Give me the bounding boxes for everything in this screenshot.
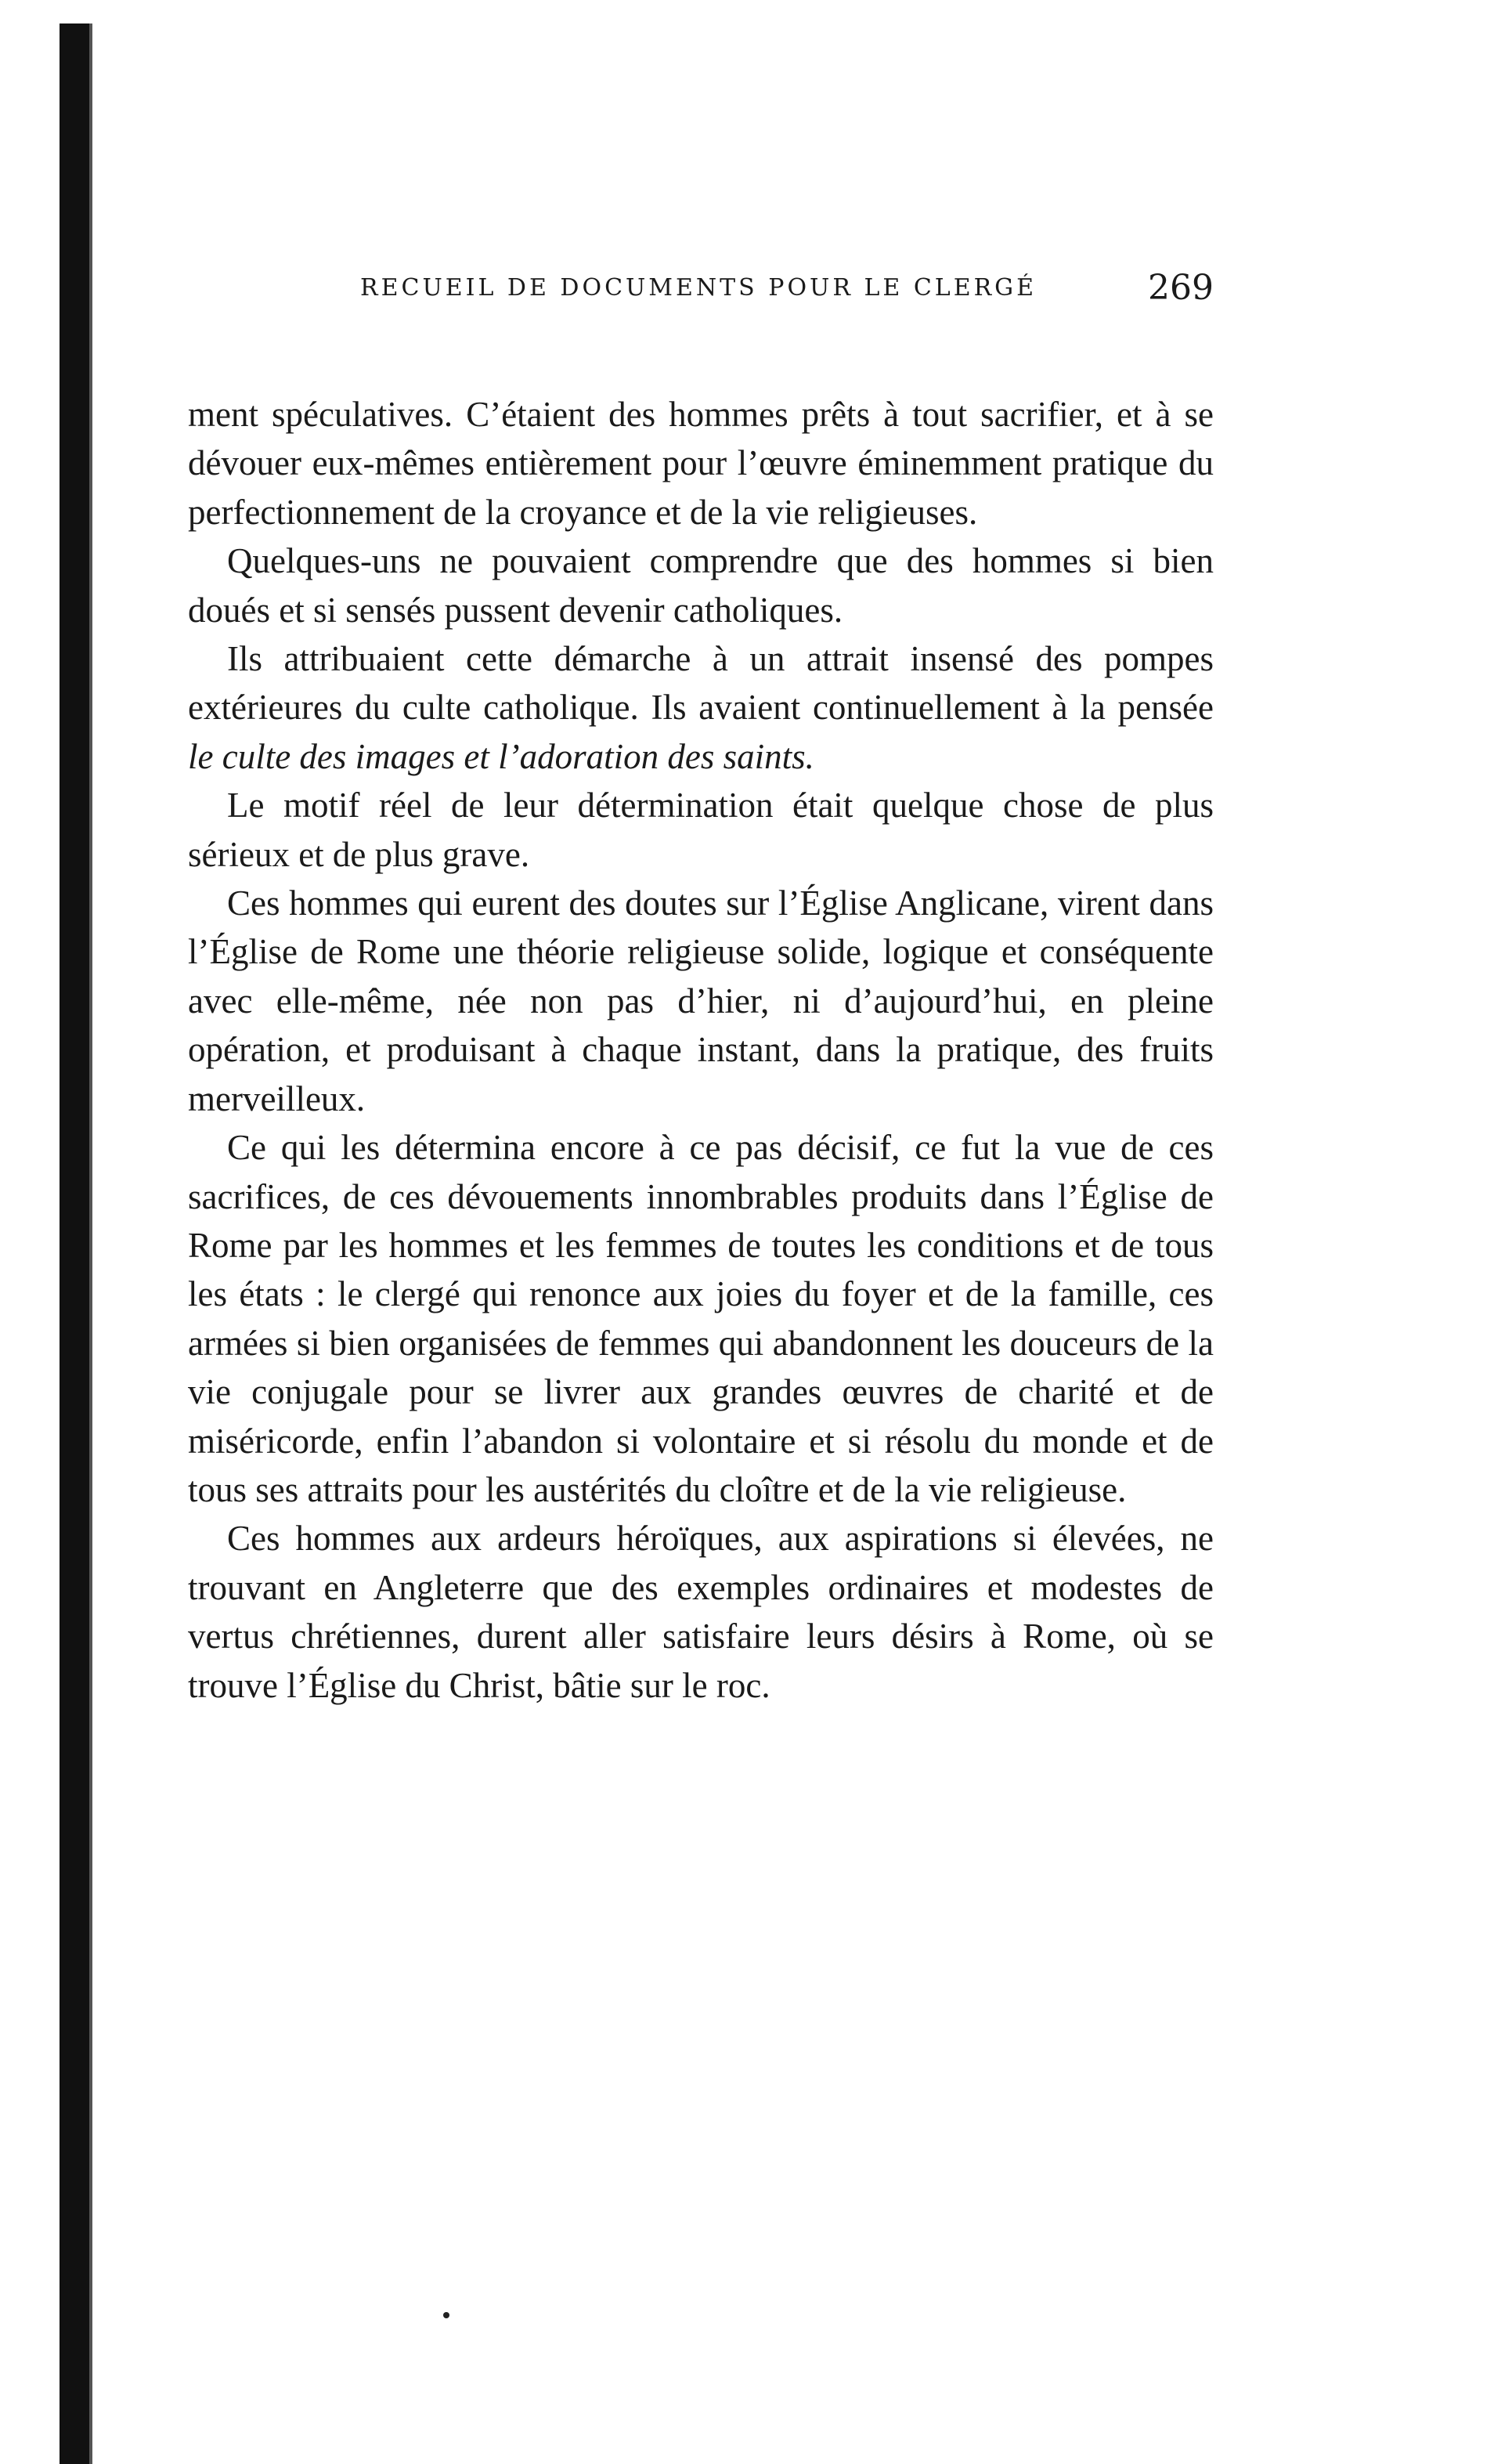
paragraph-6: Ce qui les détermina encore à ce pas décisif, ce fut la vue de ces sacrifices, de ces dévouements innombrables produits dans l’Église de Rome par les hommes et les femmes de toutes les conditions et de tous les états : le clergé qui renonce aux joies du foyer et de la famille, ces armées si bien organisées de femmes qui abandonnent les douceurs de la vie conjugale pour se livrer aux grandes œuvres de charité et de miséricorde, enfin l’abandon si volontaire et si résolu du monde et de tous ses attraits pour les austérités du cloître et de la vie religieuse. xyxy=(188,1128,1214,1509)
paragraph-3-italic: le culte des images et l’adoration des saints. xyxy=(188,736,814,776)
page-number: 269 xyxy=(1148,268,1214,308)
book-spine-edge xyxy=(89,23,92,2464)
stray-dot-mark xyxy=(443,2312,449,2318)
paragraph-4: Le motif réel de leur détermination était quelque chose de plus sérieux et de plus grave. xyxy=(188,786,1214,874)
paragraph-5: Ces hommes qui eurent des doutes sur l’Église Anglicane, virent dans l’Église de Rome une théorie religieuse solide, logique et conséquente avec elle-même, née non pas d’hier, ni d’aujourd’hui, en pleine opération, et produisant à chaque instant, dans la pratique, des fruits merveilleux. xyxy=(188,883,1214,1118)
paragraph-3 xyxy=(188,634,1214,781)
paragraph-1: ment spéculatives. C’étaient des hommes prêts à tout sacrifier, et à se dévouer eux-mêmes entièrement pour l’œuvre éminemment pratique du perfectionnement de la croyance et de la vie religieuses. xyxy=(188,395,1214,532)
running-title: RECUEIL DE DOCUMENTS POUR LE CLERGÉ xyxy=(360,274,1037,302)
paragraph-7: Ces hommes aux ardeurs héroïques, aux aspirations si élevées, ne trouvant en Angleterre que des exemples ordinaires et modestes de vertus chrétiennes, durent aller satisfaire leurs désirs à Rome, où se trouve l’Église du Christ, bâtie sur le roc. xyxy=(188,1519,1214,1705)
book-spine-shadow xyxy=(60,23,89,2464)
body-text xyxy=(188,390,1214,1710)
paragraph-3-text: Ils attribuaient cette démarche à un attrait insensé des pompes extérieures du culte catholique. Ils avaient continuellement à la pensée xyxy=(188,639,1214,728)
paragraph-2: Quelques-uns ne pouvaient comprendre que des hommes si bien doués et si sensés pussent devenir catholiques. xyxy=(188,541,1214,630)
running-head xyxy=(188,268,1214,315)
